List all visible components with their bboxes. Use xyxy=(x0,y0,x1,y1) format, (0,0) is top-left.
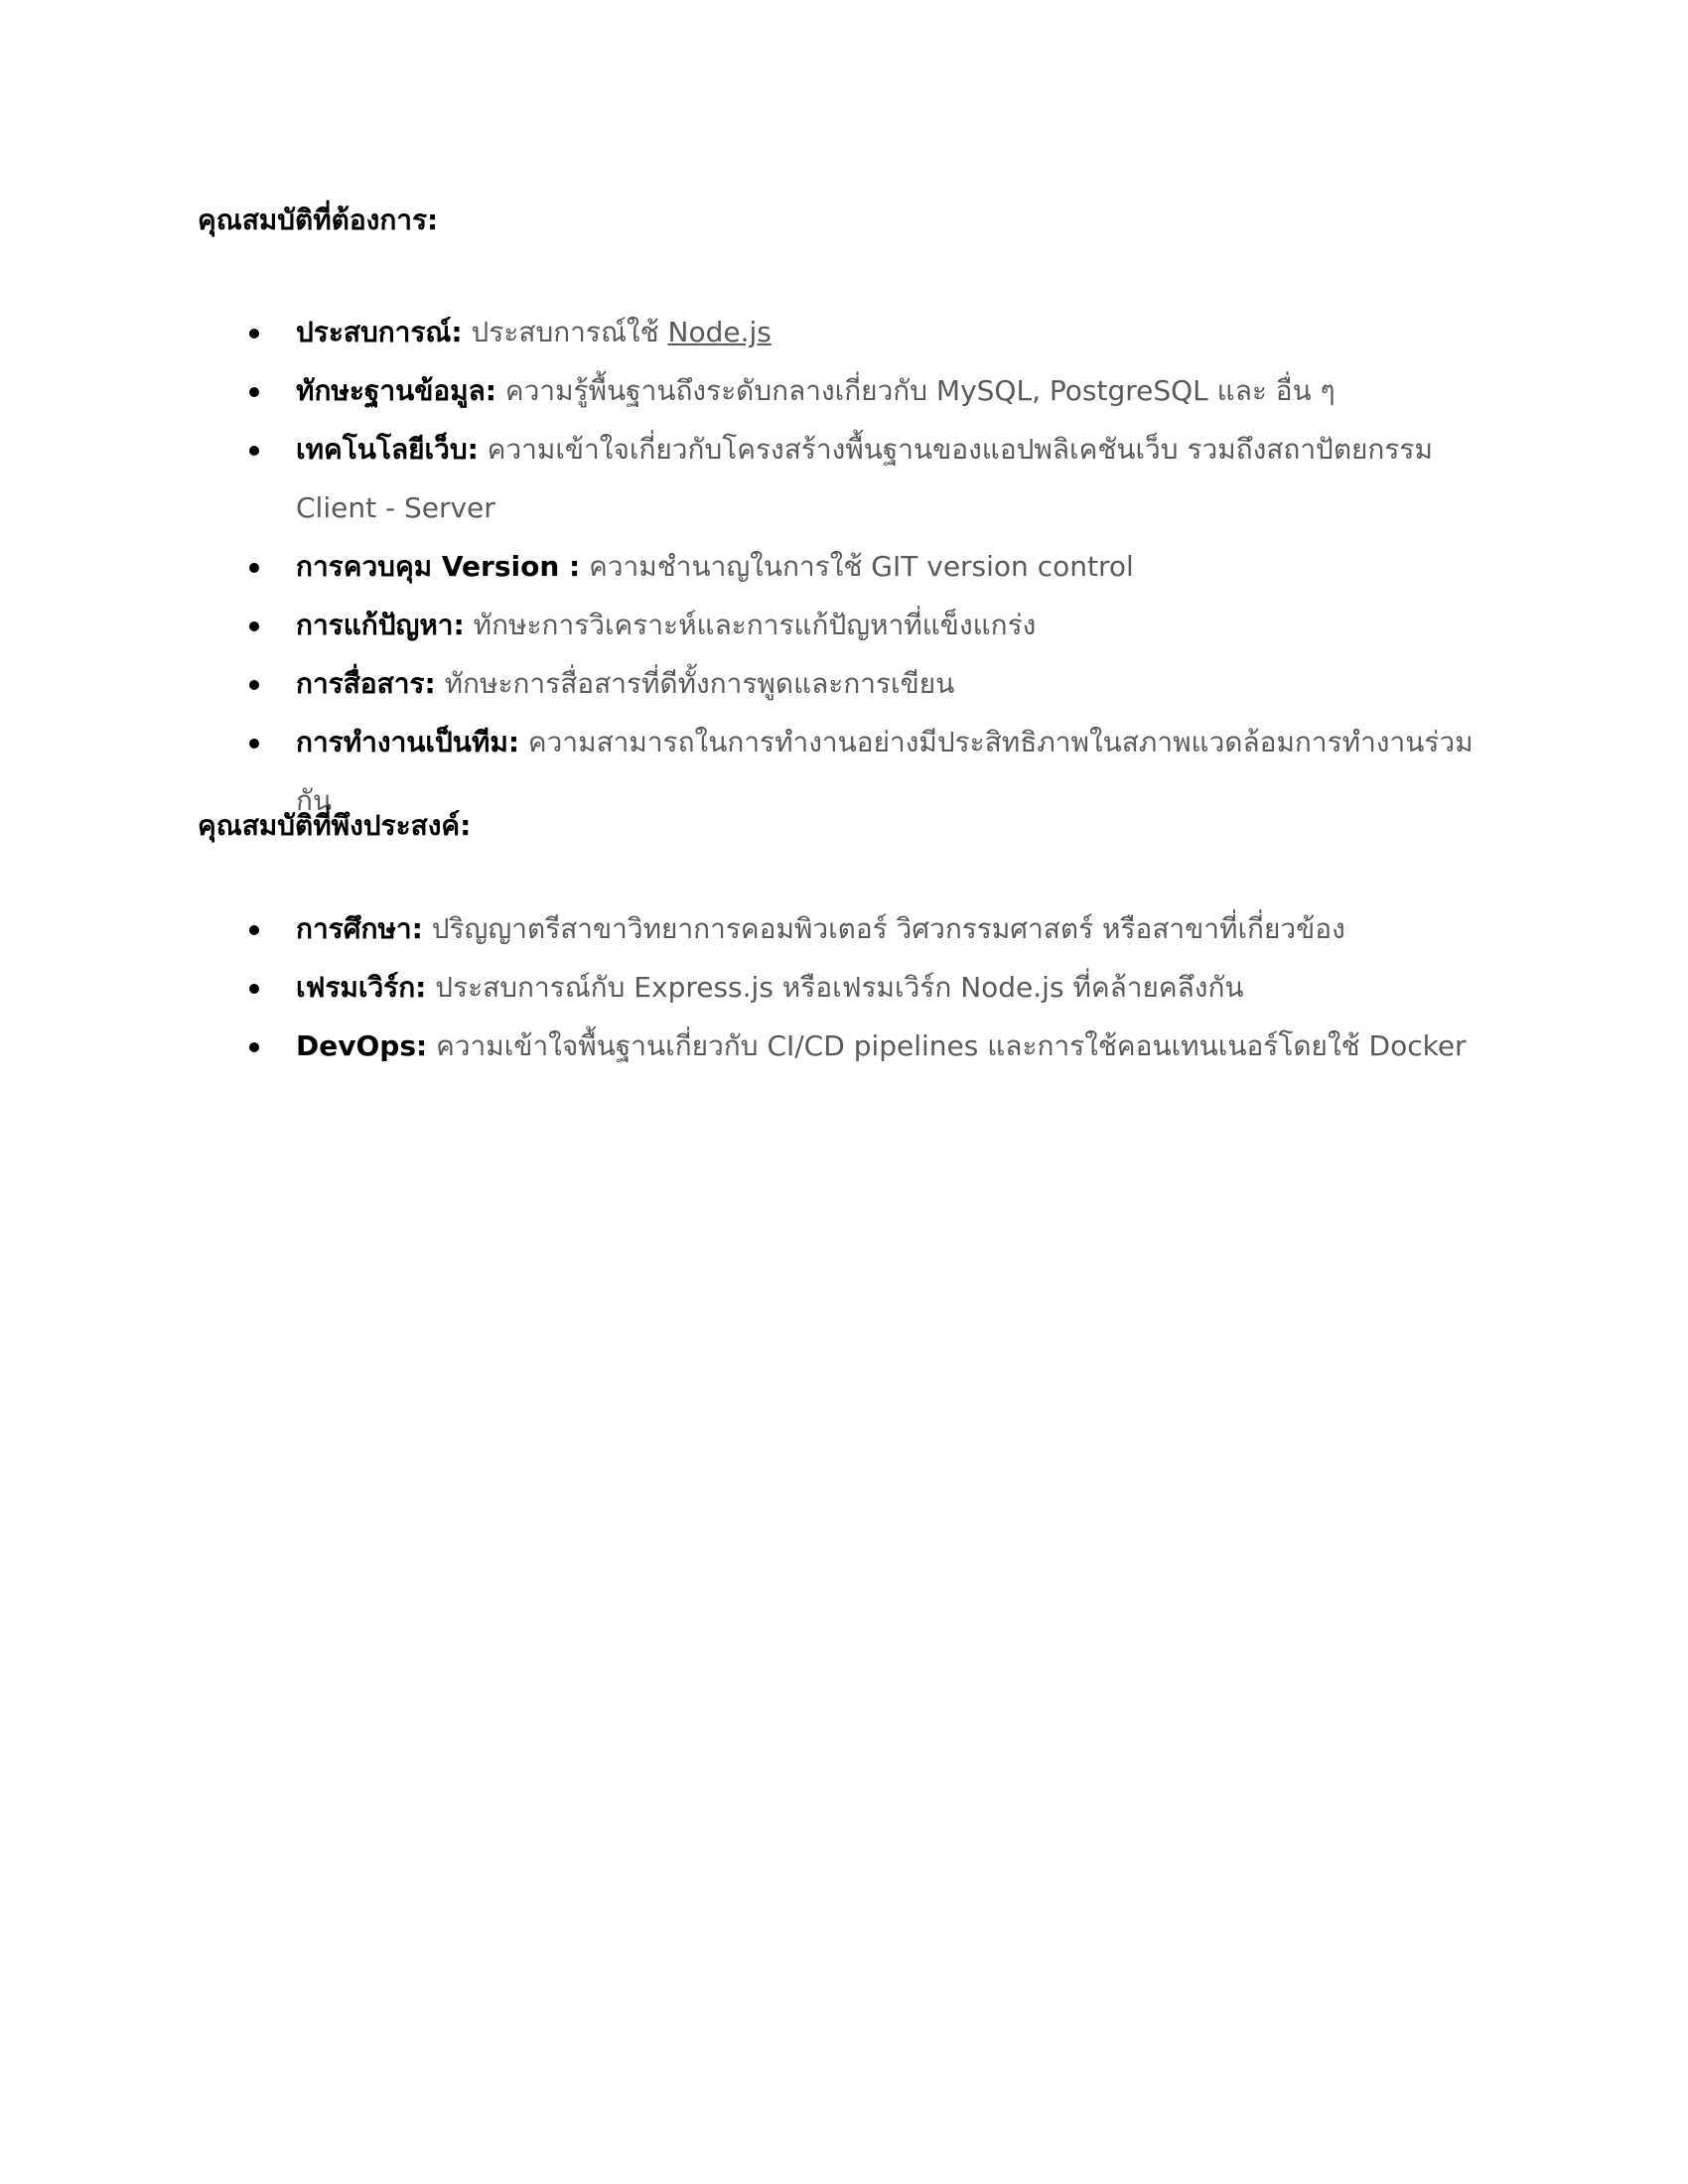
item-description: ประสบการณ์กับ Express.js หรือเฟรมเวิร์ก Node.js ที่คล้ายคลึงกัน xyxy=(426,971,1244,1004)
item-description: ความรู้พื้นฐานถึงระดับกลางเกี่ยวกับ MySQL, PostgreSQL และ อื่น ๆ xyxy=(496,374,1336,407)
item-description: ประสบการณ์ใช้ xyxy=(462,316,668,348)
item-label: การสื่อสาร: xyxy=(296,667,436,700)
required-qualifications-heading: คุณสมบัติที่ต้องการ: xyxy=(198,204,439,236)
item-label: เฟรมเวิร์ก: xyxy=(296,971,427,1004)
nodejs-link[interactable]: Node.js xyxy=(667,316,772,348)
bullet-icon xyxy=(246,958,286,1017)
item-description: ความเข้าใจเกี่ยวกับโครงสร้างพื้นฐานของแอปพลิเคชันเว็บ รวมถึงสถาปัตยกรรม Client - Server xyxy=(296,433,1433,524)
item-label: ประสบการณ์: xyxy=(296,316,463,348)
preferred-qualifications-list xyxy=(246,899,1497,1075)
list-item xyxy=(246,654,1497,713)
list-item xyxy=(246,1017,1497,1075)
list-item xyxy=(246,899,1497,958)
bullet-icon xyxy=(246,1017,286,1075)
list-item xyxy=(246,537,1497,596)
list-item xyxy=(246,361,1497,420)
item-description: ความชำนาญในการใช้ GIT version control xyxy=(580,550,1134,583)
bullet-icon xyxy=(246,713,286,771)
list-item xyxy=(246,958,1497,1017)
list-item xyxy=(246,420,1497,537)
preferred-qualifications-heading: คุณสมบัติที่พึงประสงค์: xyxy=(198,809,472,842)
item-description: ปริญญาตรีสาขาวิทยาการคอมพิวเตอร์ วิศวกรรมศาสตร์ หรือสาขาที่เกี่ยวข้อง xyxy=(422,912,1345,945)
item-label: การแก้ปัญหา: xyxy=(296,609,465,641)
bullet-icon xyxy=(246,596,286,654)
bullet-icon xyxy=(246,537,286,596)
item-label: เทคโนโลยีเว็บ: xyxy=(296,433,479,466)
item-label: DevOps: xyxy=(296,1029,428,1062)
bullet-icon xyxy=(246,420,286,478)
list-item xyxy=(246,596,1497,654)
bullet-icon xyxy=(246,303,286,361)
item-description: ทักษะการวิเคราะห์และการแก้ปัญหาที่แข็งแกร่ง xyxy=(464,609,1037,641)
item-label: การควบคุม Version : xyxy=(296,550,581,583)
bullet-icon xyxy=(246,899,286,958)
bullet-icon xyxy=(246,654,286,713)
list-item xyxy=(246,303,1497,361)
item-description: ทักษะการสื่อสารที่ดีทั้งการพูดและการเขียน xyxy=(435,667,955,700)
item-label: การศึกษา: xyxy=(296,912,423,945)
item-description: ความเข้าใจพื้นฐานเกี่ยวกับ CI/CD pipelines และการใช้คอนเทนเนอร์โดยใช้ Docker xyxy=(427,1029,1467,1062)
required-qualifications-list xyxy=(246,303,1497,830)
item-label: ทักษะฐานข้อมูล: xyxy=(296,374,496,407)
item-label: การทำงานเป็นทีม: xyxy=(296,726,520,758)
bullet-icon xyxy=(246,361,286,420)
item-description: ความสามารถในการทำงานอย่างมีประสิทธิภาพในสภาพแวดล้อมการทำงานร่วมกัน xyxy=(296,726,1474,817)
